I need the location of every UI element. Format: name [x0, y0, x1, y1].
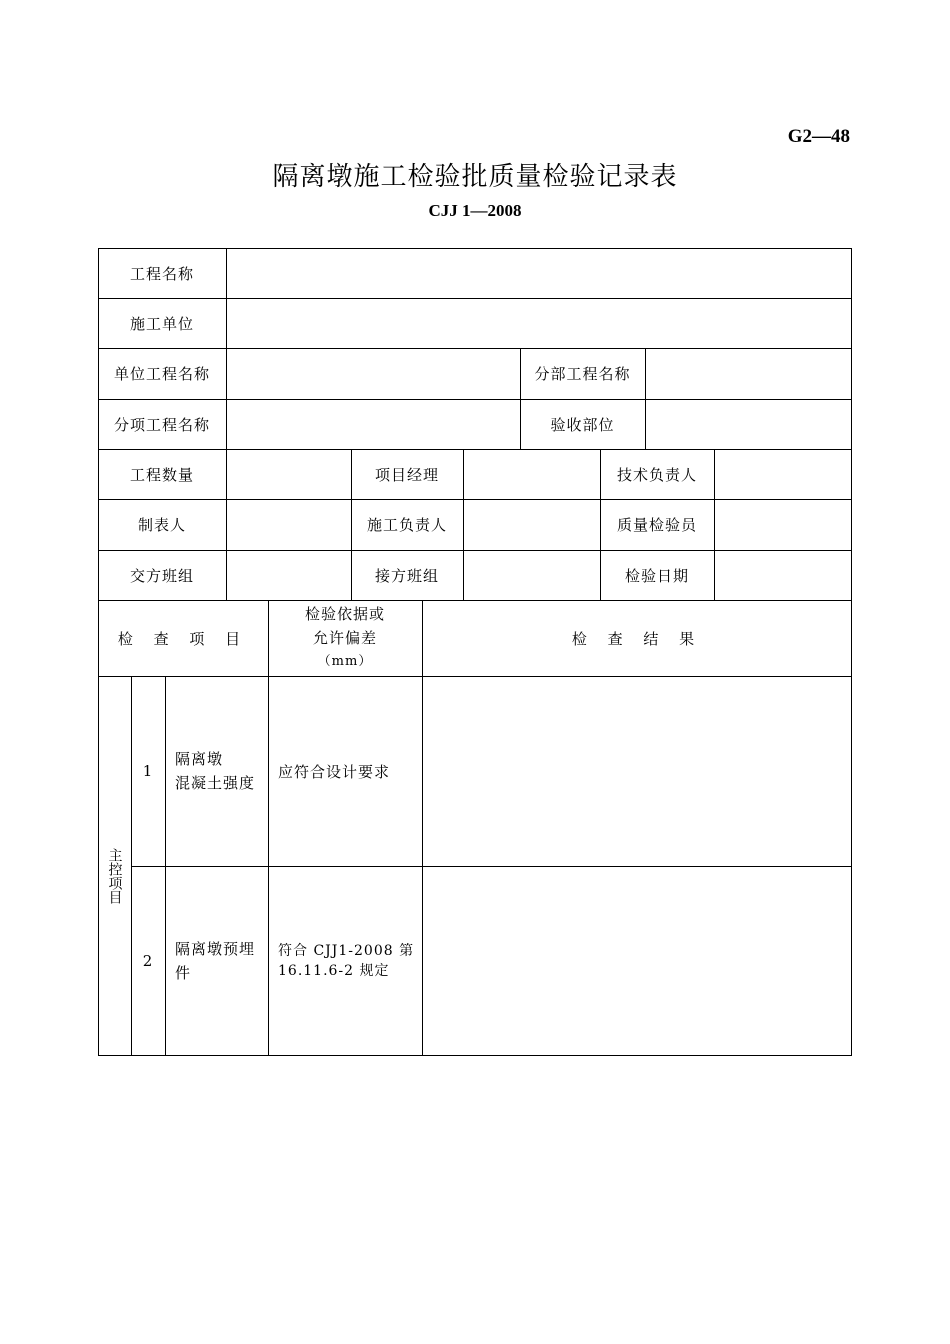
item-basis-line2: 16.11.6-2 规定 — [278, 963, 390, 979]
quality-inspector-label: 质量检验员 — [616, 516, 697, 534]
col-divider — [226, 449, 227, 600]
handover-team-label: 交方班组 — [129, 566, 194, 585]
receiving-team-label: 接方班组 — [374, 566, 439, 585]
col-divider — [645, 348, 646, 449]
item-basis — [268, 866, 422, 1056]
item-number: 1 — [142, 762, 154, 780]
item-name-line2: 混凝土强度 — [175, 774, 256, 792]
basis-header — [268, 600, 422, 676]
col-divider — [226, 248, 227, 449]
item-basis-line1: 符合 CJJ1-2008 第 — [278, 943, 415, 959]
basis-header-line3: （mm） — [317, 654, 373, 669]
basis-header-line2: 允许偏差 — [312, 629, 377, 647]
inspection-date-label: 检验日期 — [624, 566, 689, 585]
subitem-project-label: 分项工程名称 — [113, 415, 210, 434]
division-project-label: 分部工程名称 — [534, 365, 631, 383]
basis-header-line1: 检验依据或 — [304, 605, 385, 623]
construction-lead-label: 施工负责人 — [366, 516, 447, 534]
technical-lead-label: 技术负责人 — [616, 465, 697, 484]
acceptance-part-label: 验收部位 — [550, 415, 615, 434]
project-manager-label: 项目经理 — [374, 465, 439, 484]
item-name-line1: 隔离墩 — [175, 750, 224, 768]
col-divider — [714, 449, 715, 600]
item-name — [165, 866, 268, 1056]
item-name — [165, 676, 268, 866]
contractor-label: 施工单位 — [129, 314, 194, 333]
result-header: 检 查 结 果 — [571, 629, 703, 648]
page-title: 隔离墩施工检验批质量检验记录表 — [272, 162, 678, 192]
item-header: 检 查 项 目 — [117, 629, 249, 648]
item-name-line1: 隔离墩预埋 — [175, 940, 256, 958]
quantity-label: 工程数量 — [129, 465, 194, 484]
col-divider — [463, 449, 464, 600]
item-number: 2 — [142, 952, 154, 970]
unit-project-label: 单位工程名称 — [113, 365, 210, 383]
preparer-label: 制表人 — [137, 516, 186, 534]
main-control-group-label: 主控项目 — [106, 848, 123, 904]
form-code: G2—48 — [787, 126, 850, 147]
inspection-form — [98, 248, 852, 1056]
item-basis: 应符合设计要求 — [278, 762, 391, 781]
item-name-line2: 件 — [175, 964, 192, 982]
project-name-label: 工程名称 — [129, 264, 194, 283]
standard-code: CJJ 1—2008 — [428, 201, 522, 220]
